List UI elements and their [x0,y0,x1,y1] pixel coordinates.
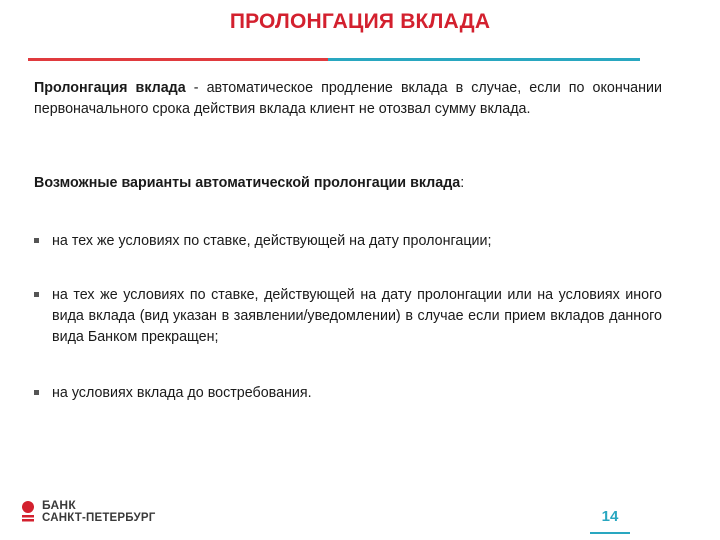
options-subheading-text: Возможные варианты автоматической пролонгации вклада [34,175,461,191]
bullet-icon [34,238,39,243]
bank-logo-icon [20,500,36,522]
bullet-icon [34,390,39,395]
logo-text-line1: БАНК [42,498,77,512]
option-text: на тех же условиях по ставке, действующей на дату пролонгации или на условиях иного вида вклада (вид указан в заявлении/уведомлении) в случае если прием вкладов данного вида Банком прекращен; [52,287,662,345]
logo-text-line2: САНКТ-ПЕТЕРБУРГ [42,512,156,524]
definition-term: Пролонгация вклада [34,80,186,96]
option-text: на условиях вклада до востребования. [52,385,312,401]
definition-text: - автоматическое продление вклада в случае, если по окончании первоначального срока действия вклада клиент не отозвал сумму вклада. [34,80,662,117]
page-number-underline [590,532,630,534]
option-item-2 [34,285,662,348]
options-subheading [34,175,662,191]
title-underline-teal [328,58,640,61]
option-text: на тех же условиях по ставке, действующей на дату пролонгации; [52,233,492,249]
definition-paragraph [34,78,662,120]
page-number: 14 [601,508,619,525]
slide-title: ПРОЛОНГАЦИЯ ВКЛАДА [229,10,491,33]
option-item-1 [34,231,662,252]
options-subheading-colon: : [460,175,465,191]
bank-logo [20,496,160,530]
option-item-3 [34,383,662,404]
bullet-icon [34,292,39,297]
title-underline-red [28,58,328,61]
